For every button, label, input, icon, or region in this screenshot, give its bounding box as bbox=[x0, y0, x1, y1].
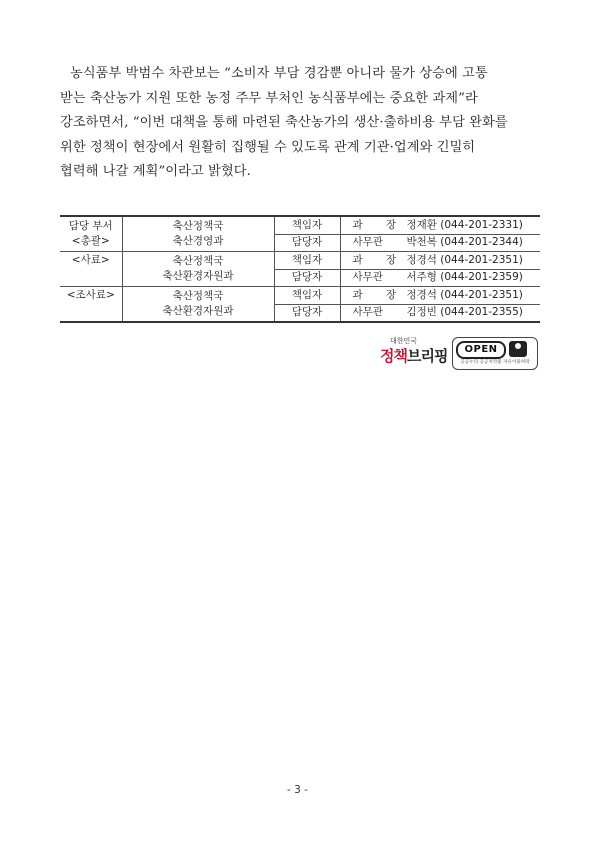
contact-cell bbox=[340, 269, 540, 287]
table-row bbox=[60, 216, 540, 234]
open-logo-text: OPEN bbox=[456, 341, 506, 359]
rank: 과 장 bbox=[352, 218, 407, 231]
group-label-cell bbox=[60, 216, 122, 252]
table-row bbox=[60, 252, 540, 270]
phone-number: (044-201-2355) bbox=[440, 306, 523, 319]
group-label: 담당 부서 bbox=[68, 220, 113, 232]
paragraph-line: 협력해 나갈 계획”이라고 밝혔다. bbox=[60, 164, 251, 180]
rank: 사무관 bbox=[352, 306, 383, 319]
contact-table bbox=[60, 215, 540, 323]
group-label: <총괄> bbox=[71, 235, 110, 247]
group-label-cell bbox=[60, 252, 122, 287]
person-name: 정재환 bbox=[406, 218, 437, 231]
contact-cell bbox=[340, 287, 540, 305]
department-division: 축산환경자원과 bbox=[162, 305, 234, 317]
department-cell bbox=[122, 216, 274, 252]
department-cell bbox=[122, 287, 274, 323]
role-cell: 책임자 bbox=[274, 287, 340, 305]
phone-number: (044-201-2344) bbox=[440, 236, 523, 249]
person-name: 서주형 bbox=[406, 271, 437, 284]
department-bureau: 축산정책국 bbox=[172, 255, 224, 267]
footer-logos bbox=[380, 336, 540, 370]
page-number: - 3 - bbox=[287, 784, 308, 796]
license-badge-icon bbox=[509, 341, 527, 357]
body-paragraph bbox=[60, 62, 540, 185]
role-cell: 담당자 bbox=[274, 234, 340, 252]
role-cell: 담당자 bbox=[274, 269, 340, 287]
phone-number: (044-201-2351) bbox=[440, 253, 523, 266]
department-bureau: 축산정책국 bbox=[172, 220, 224, 232]
paragraph-line: 농식품부 박범수 차관보는 “소비자 부담 경감뿐 아니라 물가 상승에 고통 bbox=[70, 66, 488, 81]
phone-number: (044-201-2359) bbox=[440, 271, 523, 284]
rank: 과 장 bbox=[352, 253, 407, 266]
paragraph-line: 위한 정책이 현장에서 원활히 집행될 수 있도록 관계 기관·업계와 긴밀히 bbox=[60, 139, 476, 155]
contact-cell bbox=[340, 216, 540, 234]
person-name: 김정빈 bbox=[406, 306, 437, 319]
phone-number: (044-201-2331) bbox=[440, 218, 523, 231]
person-name: 박천복 bbox=[406, 236, 437, 249]
policy-briefing-logo-red: 정책 bbox=[380, 347, 407, 365]
role-cell: 책임자 bbox=[274, 216, 340, 234]
role-cell: 담당자 bbox=[274, 304, 340, 322]
policy-briefing-logo-dark: 브리핑 bbox=[406, 347, 448, 365]
group-label: <사료> bbox=[71, 254, 110, 266]
phone-number: (044-201-2351) bbox=[440, 288, 523, 301]
person-name: 정경석 bbox=[406, 288, 437, 301]
department-division: 축산환경자원과 bbox=[162, 270, 234, 282]
policy-briefing-logo-text bbox=[380, 345, 447, 366]
paragraph-line: 강조하면서, “이번 대책을 통해 마련된 축산농가의 생산·출하비용 부담 완화를 bbox=[60, 115, 508, 131]
kogl-open-logo bbox=[452, 337, 538, 370]
contact-cell bbox=[340, 304, 540, 322]
person-name: 정경석 bbox=[406, 253, 437, 266]
rank: 과 장 bbox=[352, 288, 407, 301]
department-division: 축산경영과 bbox=[172, 235, 224, 247]
role-cell: 책임자 bbox=[274, 252, 340, 270]
paragraph-line: 받는 축산농가 지원 또한 농정 주무 부처인 농식품부에는 중요한 과제”라 bbox=[60, 90, 478, 106]
group-label-cell bbox=[60, 287, 122, 323]
policy-briefing-logo-caption: 대한민국 bbox=[390, 337, 418, 345]
contact-cell bbox=[340, 234, 540, 252]
policy-briefing-logo bbox=[380, 336, 448, 370]
department-bureau: 축산정책국 bbox=[172, 290, 224, 302]
department-cell bbox=[122, 252, 274, 287]
rank: 사무관 bbox=[352, 271, 383, 284]
table-row bbox=[60, 287, 540, 305]
rank: 사무관 bbox=[352, 236, 383, 249]
open-logo-caption: 공공누리 공공저작물 자유이용허락 bbox=[460, 360, 530, 365]
contact-cell bbox=[340, 252, 540, 270]
group-label: <조사료> bbox=[66, 289, 115, 301]
